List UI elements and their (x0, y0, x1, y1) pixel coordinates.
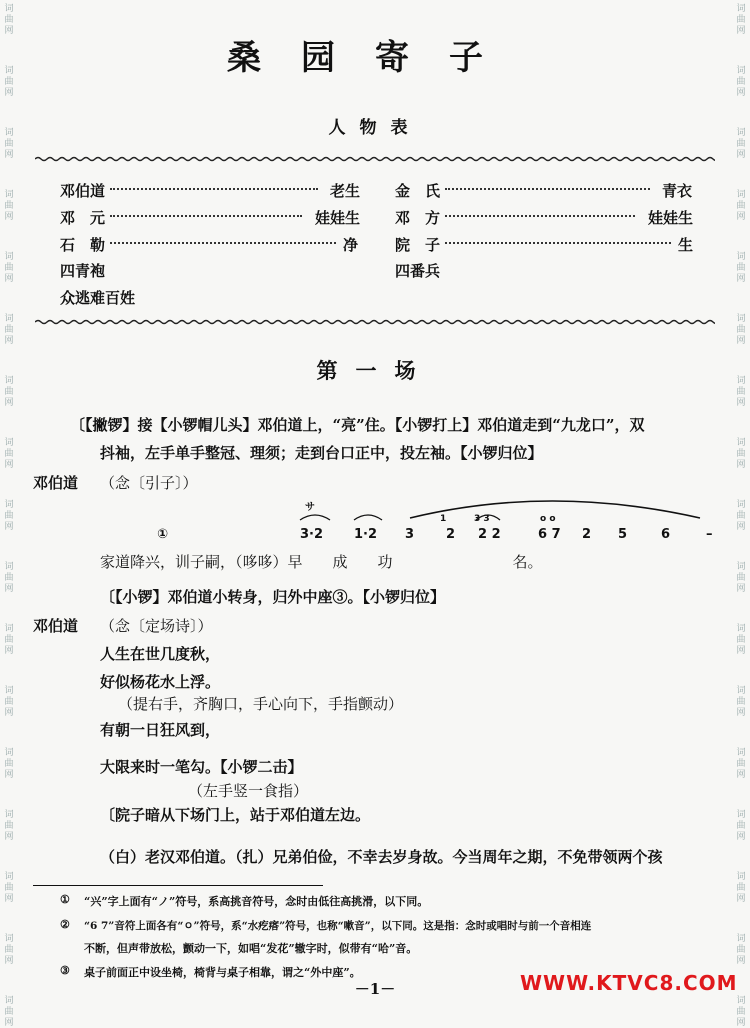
watermark-char: 网 (736, 1018, 746, 1028)
watermark-char: 词 (736, 128, 746, 138)
stage-direction: 〔【小锣】邓伯道小转身，归外中座③。【小锣归位】 (100, 588, 446, 606)
page-title: 桑园寄子 (227, 38, 523, 78)
watermark-char: 网 (4, 832, 14, 842)
watermark-char: 曲 (4, 821, 14, 831)
watermark-char: 曲 (4, 759, 14, 769)
watermark-char: 曲 (736, 635, 746, 645)
poem-line: 好似杨花水上浮。 (100, 673, 221, 691)
watermark-char: 曲 (4, 945, 14, 955)
watermark-char: 词 (4, 996, 14, 1006)
watermark-char: 词 (4, 810, 14, 820)
watermark-char: 曲 (736, 511, 746, 521)
character-role: 净 (342, 236, 358, 254)
watermark-char: 词 (736, 996, 746, 1006)
leader-dots (445, 214, 635, 217)
cast-list-heading: 人物表 (328, 118, 422, 138)
note: 2 (582, 527, 592, 542)
watermark-char: 曲 (4, 511, 14, 521)
extra-cast: 众逃难百姓 (60, 289, 136, 307)
watermark-char: 词 (736, 66, 746, 76)
wavy-divider-bottom (35, 319, 715, 325)
watermark-char: 词 (4, 934, 14, 944)
watermark-char: 网 (736, 212, 746, 222)
watermark-char: 词 (4, 748, 14, 758)
watermark-char: 网 (4, 26, 14, 36)
scene-title: 第一场 (316, 358, 434, 383)
watermark-char: 网 (736, 832, 746, 842)
cast-row (395, 207, 693, 229)
watermark-char: 词 (4, 686, 14, 696)
watermark-char: 词 (736, 934, 746, 944)
character-role: 青衣 (661, 182, 692, 200)
watermark-char: 词 (736, 4, 746, 14)
watermark-char: 曲 (736, 325, 746, 335)
watermark-char: 网 (736, 646, 746, 656)
footnote-text: 不断，但声带放松，颤动一下，如唱“发花”辙字时，似带有“哈”音。 (84, 942, 418, 955)
watermark-char: 曲 (4, 449, 14, 459)
watermark-char: 曲 (736, 1007, 746, 1017)
watermark-char: 曲 (736, 883, 746, 893)
shake-mark: o o (540, 514, 556, 524)
page-number: －1－ (354, 980, 396, 998)
leader-dots (445, 187, 650, 190)
watermark-char: 曲 (736, 573, 746, 583)
footnote-number: ① (60, 893, 70, 906)
watermark-char: 曲 (736, 15, 746, 25)
stage-direction: 〔【撇锣】接【小锣帽儿头】邓伯道上，“亮”住。【小锣打上】邓伯道走到“九龙口”，双 (70, 416, 645, 434)
watermark-char: 词 (736, 810, 746, 820)
watermark-char: 曲 (736, 387, 746, 397)
watermark-char: 网 (736, 522, 746, 532)
watermark-char: 网 (4, 770, 14, 780)
watermark-char: 网 (4, 336, 14, 346)
character-role: 老生 (329, 182, 360, 200)
leader-dots (445, 241, 671, 244)
watermark-char: 曲 (4, 697, 14, 707)
leader-dots (110, 214, 302, 217)
watermark-char: 词 (4, 4, 14, 14)
watermark-char: 词 (736, 624, 746, 634)
watermark-char: 词 (4, 190, 14, 200)
watermark-char: 曲 (4, 263, 14, 273)
watermark-char: 曲 (736, 139, 746, 149)
note: 2 (446, 527, 456, 542)
footnote-marker: ① (157, 527, 169, 542)
watermark-char: 网 (4, 1018, 14, 1028)
watermark-char: 词 (736, 438, 746, 448)
free-tempo-mark: サ (305, 502, 315, 513)
watermark-char: 曲 (736, 821, 746, 831)
watermark-char: 网 (4, 956, 14, 966)
stage-direction: 〔院子暗从下场门上，站于邓伯道左边。 (100, 806, 371, 824)
watermark-char: 曲 (4, 325, 14, 335)
cast-row (60, 180, 360, 202)
poem-line: 人生在世几度秋， (100, 645, 221, 663)
watermark-char: 网 (4, 88, 14, 98)
footnote-number: ③ (60, 964, 70, 977)
watermark-char: 网 (736, 708, 746, 718)
watermark-char: 网 (736, 88, 746, 98)
watermark-char: 曲 (4, 883, 14, 893)
character-role: 娃娃生 (314, 209, 360, 227)
watermark-char: 词 (4, 872, 14, 882)
watermark-char: 网 (736, 584, 746, 594)
character-name: 院 子 (395, 236, 441, 254)
grace-note: 1 (440, 514, 447, 524)
watermark-char: 曲 (4, 573, 14, 583)
note: 1·2 (354, 527, 378, 542)
watermark-char: 网 (736, 894, 746, 904)
watermark-char: 曲 (4, 139, 14, 149)
watermark-char: 曲 (4, 77, 14, 87)
watermark-char: 网 (736, 956, 746, 966)
cast-row (60, 234, 358, 256)
recitation-cue: （念〔引子〕） (100, 474, 198, 492)
watermark-char: 网 (4, 398, 14, 408)
footnote-text: “6 7”音符上面各有“ㅇ”符号，系“水疙瘩”符号，也称“嗽音”，以下同。这是指：念时或唱时与前一个音相连 (84, 920, 592, 932)
watermark-char: 词 (736, 252, 746, 262)
note: 3 (405, 527, 415, 542)
watermark-char: 词 (4, 438, 14, 448)
watermark-char: 曲 (4, 15, 14, 25)
watermark-char: 曲 (736, 759, 746, 769)
watermark-char: 网 (4, 708, 14, 718)
speaker-label: 邓伯道 (33, 474, 79, 492)
speaker-label: 邓伯道 (33, 617, 79, 635)
watermark-char: 网 (4, 460, 14, 470)
watermark-char: 网 (4, 274, 14, 284)
extra-cast: 四青袍 (60, 262, 106, 280)
watermark-char: 网 (736, 460, 746, 470)
note: 2 2 (478, 527, 501, 542)
note: – (706, 527, 713, 542)
note: 3·2 (300, 527, 324, 542)
poem-line: 大限来时一笔勾。【小锣二击】 (100, 758, 303, 776)
character-role: 生 (677, 236, 693, 254)
watermark-char: 曲 (736, 697, 746, 707)
watermark-char: 曲 (4, 1007, 14, 1017)
watermark-char: 词 (4, 252, 14, 262)
wavy-divider-top (35, 156, 715, 162)
stage-direction: 抖袖，左手单手整冠、理须；走到台口正中，投左袖。【小锣归位】 (100, 444, 543, 462)
character-name: 邓 元 (60, 209, 106, 227)
character-name: 金 氏 (395, 182, 441, 200)
watermark-char: 词 (736, 376, 746, 386)
site-watermark[interactable]: WWW.KTVC8.COM (520, 971, 738, 995)
watermark-char: 词 (4, 128, 14, 138)
watermark-char: 网 (736, 150, 746, 160)
footnote-number: ② (60, 918, 70, 931)
character-role: 娃娃生 (647, 209, 693, 227)
watermark-char: 网 (4, 584, 14, 594)
watermark-char: 词 (736, 190, 746, 200)
watermark-char: 曲 (736, 945, 746, 955)
watermark-char: 词 (736, 500, 746, 510)
watermark-char: 词 (736, 748, 746, 758)
watermark-char: 网 (736, 398, 746, 408)
footnote-text: “兴”字上面有“ノ”符号，系高挑音符号，念时由低往高挑滑，以下同。 (84, 895, 429, 908)
watermark-char: 词 (736, 314, 746, 324)
phrase-slurs (280, 492, 720, 524)
watermark-char: 曲 (736, 263, 746, 273)
character-name: 邓伯道 (60, 182, 106, 200)
lyric-line: 家道降兴，训子嗣，（哆哆）早 成 功 名。 (100, 553, 543, 571)
watermark-char: 网 (4, 646, 14, 656)
note: 5 (618, 527, 628, 542)
note: 6 (661, 527, 671, 542)
watermark-char: 曲 (4, 387, 14, 397)
cast-row (395, 234, 693, 256)
watermark-char: 词 (736, 562, 746, 572)
watermark-char: 词 (4, 624, 14, 634)
watermark-char: 曲 (736, 449, 746, 459)
watermark-char: 网 (736, 336, 746, 346)
watermark-char: 网 (4, 212, 14, 222)
watermark-char: 网 (736, 274, 746, 284)
watermark-char: 词 (4, 500, 14, 510)
watermark-char: 词 (736, 872, 746, 882)
gesture-note: （左手竖一食指） (188, 782, 309, 800)
footnote-text: 桌子前面正中设坐椅，椅背与桌子相靠，谓之“外中座”。 (84, 966, 361, 979)
character-name: 邓 方 (395, 209, 441, 227)
watermark-right (732, 0, 750, 1028)
watermark-char: 网 (4, 522, 14, 532)
watermark-char: 曲 (4, 635, 14, 645)
watermark-char: 曲 (4, 201, 14, 211)
watermark-char: 词 (736, 686, 746, 696)
watermark-left (0, 0, 18, 1028)
watermark-char: 词 (4, 314, 14, 324)
watermark-char: 网 (736, 26, 746, 36)
leader-dots (110, 241, 336, 244)
grace-note: 3 3 (474, 514, 490, 524)
gesture-note: （提右手，齐胸口，手心向下，手指颤动） (118, 695, 404, 713)
leader-dots (110, 187, 318, 190)
watermark-char: 曲 (736, 77, 746, 87)
watermark-char: 网 (736, 770, 746, 780)
watermark-char: 词 (4, 66, 14, 76)
watermark-char: 词 (4, 562, 14, 572)
poem-line: 有朝一日狂风到， (100, 721, 221, 739)
footnote-rule (33, 885, 323, 886)
cast-row (395, 180, 692, 202)
cast-row (60, 207, 360, 229)
extra-cast: 四番兵 (395, 262, 441, 280)
character-name: 石 勒 (60, 236, 106, 254)
watermark-char: 网 (4, 150, 14, 160)
recitation-cue: （念〔定场诗〕） (100, 617, 213, 635)
watermark-char: 网 (4, 894, 14, 904)
watermark-char: 词 (4, 376, 14, 386)
watermark-char: 曲 (736, 201, 746, 211)
note: 6 7 (538, 527, 561, 542)
dialogue-line: （白）老汉邓伯道。（扎）兄弟伯俭，不幸去岁身故。今当周年之期，不免带领两个孩 (100, 848, 663, 866)
